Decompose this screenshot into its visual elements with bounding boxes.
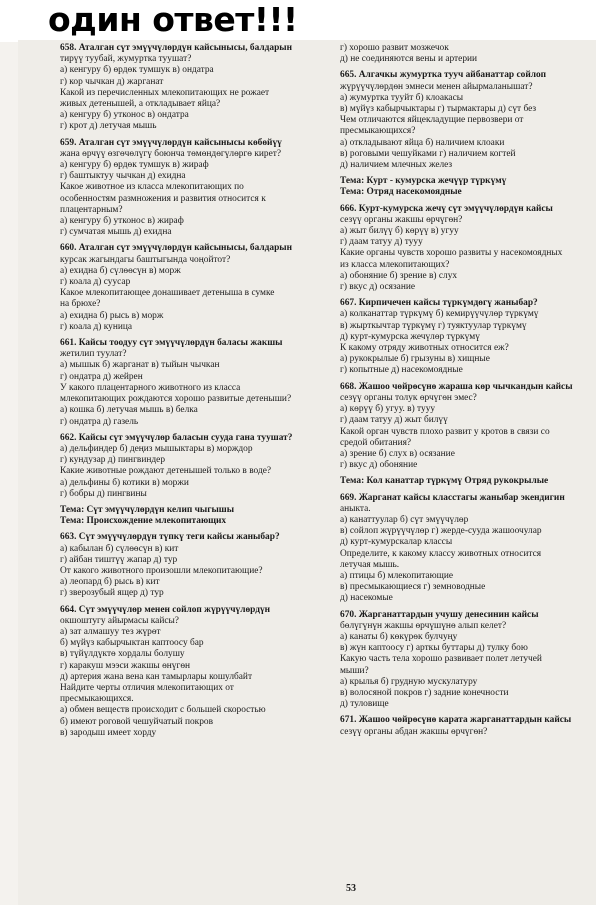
text-line: а) кенгуру б) утконос в) жираф: [60, 216, 184, 227]
text-line: 659. Аталган сүт эмүүчүлөрдүн кайсынысы көбөйүү: [60, 137, 282, 148]
text-line: г) баштыктуу чычкан д) ехидна: [60, 171, 186, 182]
text-line: г) каракуш мээси жакшы өнүгөн: [60, 660, 191, 671]
text-line: а) мышык б) жарганат в) тыйын чычкан: [60, 360, 220, 371]
text-line: г) вкус д) осязание: [340, 282, 416, 293]
text-line: 664. Сүт эмүүчүлөр менен сойлоп жүрүүчүлөрдүн: [60, 604, 271, 615]
text-line: из класса млекопитающих?: [340, 259, 450, 270]
text-line: пресмыкающихся?: [340, 126, 416, 137]
text-line: 669. Жарганат кайсы класстагы жаныбар экендигин: [340, 492, 565, 503]
text-line: г) бобры д) пингвины: [60, 488, 147, 499]
text-line: жетилип туулат?: [60, 349, 127, 360]
text-line: а) жумуртка тууйт б) клоакасы: [340, 92, 464, 103]
text-line: г) хорошо развит мозжечок: [340, 43, 449, 53]
text-line: Какой орган чувств плохо развит у кротов в связи со: [340, 426, 550, 437]
text-line: Тема: Сүт эмүүчүлөрдүн келип чыгышы: [60, 504, 235, 515]
text-line: Какие животные рождают детенышей только в воде?: [60, 466, 272, 477]
text-line: Тема: Отряд насекомоядные: [340, 187, 462, 198]
text-line: г) ондатра д) газель: [60, 416, 139, 427]
text-line: д) туловище: [340, 699, 389, 710]
text-line: мыши?: [340, 665, 369, 676]
text-line: г) крот д) летучая мышь: [60, 121, 157, 132]
text-line: а) дельфины б) котики в) моржи: [60, 477, 189, 488]
text-line: 662. Кайсы сүт эмүүчүлөр баласын сууда гана туушат?: [60, 432, 293, 443]
text-line: пресмыкающихся.: [60, 694, 134, 705]
left-column: [60, 43, 332, 739]
text-line: а) рукокрылые б) грызуны в) хищные: [340, 354, 490, 365]
text-line: 663. Сүт эмүүчүлөрдүн түпкү теги кайсы жаныбар?: [60, 532, 280, 543]
text-line: а) көрүү б) угуу. в) тууу: [340, 404, 436, 415]
text-line: а) леопард б) рысь в) кит: [60, 577, 160, 588]
text-line: К какому отряду животных относится еж?: [340, 343, 509, 354]
text-line: а) жыт билүү б) көрүү в) угуу: [340, 226, 459, 237]
text-line: а) откладывают яйца б) наличием клоаки: [340, 137, 505, 148]
text-line: а) колканаттар түркүмү б) кемирүүчүлөр түркүмү: [340, 309, 539, 320]
text-line: средой обитания?: [340, 437, 412, 448]
text-line: Найдите черты отличия млекопитающих от: [60, 682, 234, 693]
text-line: г) копытные д) насекомоядные: [340, 365, 463, 376]
text-line: Определите, к какому классу животных относится: [340, 548, 542, 559]
text-line: б) имеют роговой чешуйчатый покров: [60, 716, 214, 727]
text-line: Чем отличаются яйцекладущие первозвери от: [340, 115, 524, 126]
text-line: г) сумчатая мышь д) ехидна: [60, 227, 172, 238]
text-line: сезүү органы жакшы өрчүгөн?: [340, 214, 463, 225]
text-line: г) даам татуу д) жыт билүү: [340, 415, 448, 426]
text-line: жүрүүчүлөрдөн эмнеси менен айырмаланышат?: [340, 81, 533, 92]
text-line: г) зверозубый ящер д) тур: [60, 588, 164, 599]
text-line: У какого плацентарного животного из класса: [60, 382, 241, 393]
text-line: а) обоняние б) зрение в) слух: [340, 270, 458, 281]
text-line: д) наличием млечных желез: [340, 160, 453, 171]
text-line: 668. Жашоо чөйрөсүнө жараша көр чычкандын кайсы: [340, 381, 573, 392]
text-line: а) ехидна б) рысь в) морж: [60, 310, 164, 321]
text-line: а) обмен веществ происходит с большей скоростью: [60, 705, 266, 716]
text-line: а) канаттуулар б) сүт эмүүчүлөр: [340, 514, 469, 525]
text-line: летучая мышь.: [340, 559, 400, 570]
text-line: особенностям размножения и развития относится к: [60, 193, 266, 204]
text-line: а) кабылан б) сүлөөсүн в) кит: [60, 543, 179, 554]
text-line: а) кенгуру б) өрдөк тумшук в) жираф: [60, 160, 209, 171]
text-line: плацентарным?: [60, 204, 123, 215]
text-line: в) түйүлдүктө хордалы болушу: [60, 649, 185, 660]
text-line: млекопитающих рождаются хорошо развитые детеныши?: [60, 394, 292, 405]
text-line: Какую часть тела хорошо развивает полет летучей: [340, 654, 542, 665]
text-line: в) волосяной покров г) задние конечности: [340, 687, 509, 698]
text-line: Какое млекопитающее донашивает детеныша в сумке: [60, 288, 275, 299]
text-line: г) коала д) куница: [60, 321, 133, 332]
text-line: сезүү органы абдан жакшы өрчүгөн?: [340, 726, 488, 737]
text-line: в) сойлоп жүрүүчүлөр г) жерде-сууда жашоочулар: [340, 526, 542, 537]
text-line: г) коала д) суусар: [60, 277, 131, 288]
page-number: 53: [346, 883, 356, 894]
text-line: в) мүйүз кабырчыктары г) тырмактары д) сүт без: [340, 104, 537, 115]
text-line: сезүү органы толук өрчүгөн эмес?: [340, 392, 477, 403]
text-line: 667. Кирпичечен кайсы түркүмдөгү жаныбар?: [340, 298, 538, 309]
text-line: д) насекомые: [340, 593, 393, 604]
text-line: в) роговыми чешуйками г) наличием когтей: [340, 148, 516, 159]
text-line: Тема: Происхождение млекопитающих: [60, 516, 227, 527]
text-line: а) зат алмашуу тез жүрөт: [60, 626, 161, 637]
text-line: а) дельфиндер б) деңиз мышыктары в) морждор: [60, 443, 253, 454]
text-line: а) канаты б) көкүрөк булчуңу: [340, 631, 458, 642]
text-line: на брюхе?: [60, 299, 101, 310]
text-line: окшоштугу айырмасы кайсы?: [60, 615, 179, 626]
text-line: 671. Жашоо чөйрөсүнө карата жарганаттардын кайсы: [340, 715, 572, 726]
text-line: а) зрение б) слух в) осязание: [340, 448, 455, 459]
text-line: г) вкус д) обоняние: [340, 460, 418, 471]
text-line: аныкта.: [340, 503, 371, 514]
text-line: а) кенгуру б) өрдөк тумшук в) ондатра: [60, 65, 214, 76]
text-line: б) мүйүз кабырчыктан каптоосу бар: [60, 638, 204, 649]
text-line: в) пресмыкающиеся г) земноводные: [340, 582, 486, 593]
text-line: а) крылья б) грудную мускулатуру: [340, 676, 478, 687]
text-line: д) курт-кумурска жечүлөр түркүмү: [340, 331, 480, 342]
text-line: в) жүн каптоосу г) арткы буттары д) тулку бою: [340, 643, 528, 654]
overlay-caption: один ответ!!!: [48, 0, 298, 39]
text-line: а) птицы б) млекопитающие: [340, 570, 453, 581]
text-line: 666. Курт-кумурска жечү сүт эмүүчүлөрдүн кайсы: [340, 203, 553, 214]
right-column: [340, 43, 596, 738]
text-line: д) артерия жана вена кан тамырлары кошулбайт: [60, 671, 253, 682]
text-line: 660. Аталган сүт эмүүчүлөрдүн кайсынысы, балдарын: [60, 243, 293, 254]
text-line: жана өрчүү өзгөчөлүгү боюнча төмөндөгүлөргө кирет?: [60, 148, 282, 159]
text-line: 661. Кайсы тоодуу сүт эмүүчүлөрдүн баласы жакшы: [60, 338, 283, 349]
text-line: а) кошка б) летучая мышь в) белка: [60, 405, 198, 416]
text-line: а) кенгуру б) утконос в) ондатра: [60, 110, 189, 121]
text-line: г) кор чычкан д) жарганат: [60, 76, 164, 87]
text-line: 670. Жарганаттардын учушу денесинин кайсы: [340, 609, 539, 620]
text-line: Какие органы чувств хорошо развиты у насекомоядных: [340, 248, 563, 259]
text-line: живых детенышей, а откладывает яйца?: [60, 99, 221, 110]
text-line: г) ондатра д) жейрен: [60, 371, 143, 382]
text-line: в) зародыш имеет хорду: [60, 727, 157, 738]
text-line: курсак жагындагы баштыгында чоңойтот?: [60, 254, 231, 265]
text-line: г) айбан тиштүү жапар д) тур: [60, 554, 178, 565]
text-line: д) не соединяются вены и артерии: [340, 54, 478, 65]
text-line: в) жырткычтар түркүмү г) туяктуулар түркүмү: [340, 320, 527, 331]
text-line: Тема: Кол канаттар түркүмү Отряд рукокрылые: [340, 476, 549, 487]
text-line: тирүү туубай, жумуртка туушат?: [60, 54, 192, 65]
text-line: 665. Алгачкы жумуртка тууч айбанаттар сойлоп: [340, 70, 547, 81]
text-line: бөлүгүнүн жакшы өрчүшүнө алып келет?: [340, 620, 507, 631]
text-line: г) кундузар д) пингвиндер: [60, 455, 166, 466]
text-line: а) ехидна б) сүлөөсүн в) морж: [60, 265, 181, 276]
text-line: Какой из перечисленных млекопитающих не рожает: [60, 87, 270, 98]
text-line: Какое животное из класса млекопитающих по: [60, 182, 244, 193]
text-line: От какого животного произошли млекопитающие?: [60, 565, 263, 576]
text-line: 658. Аталган сүт эмүүчүлөрдүн кайсынысы, балдарын: [60, 43, 293, 53]
text-line: Тема: Курт - кумурска жечүүр түркүмү: [340, 176, 507, 187]
text-line: г) даам татуу д) тууу: [340, 237, 423, 248]
text-line: д) курт-кумурскалар классы: [340, 537, 453, 548]
